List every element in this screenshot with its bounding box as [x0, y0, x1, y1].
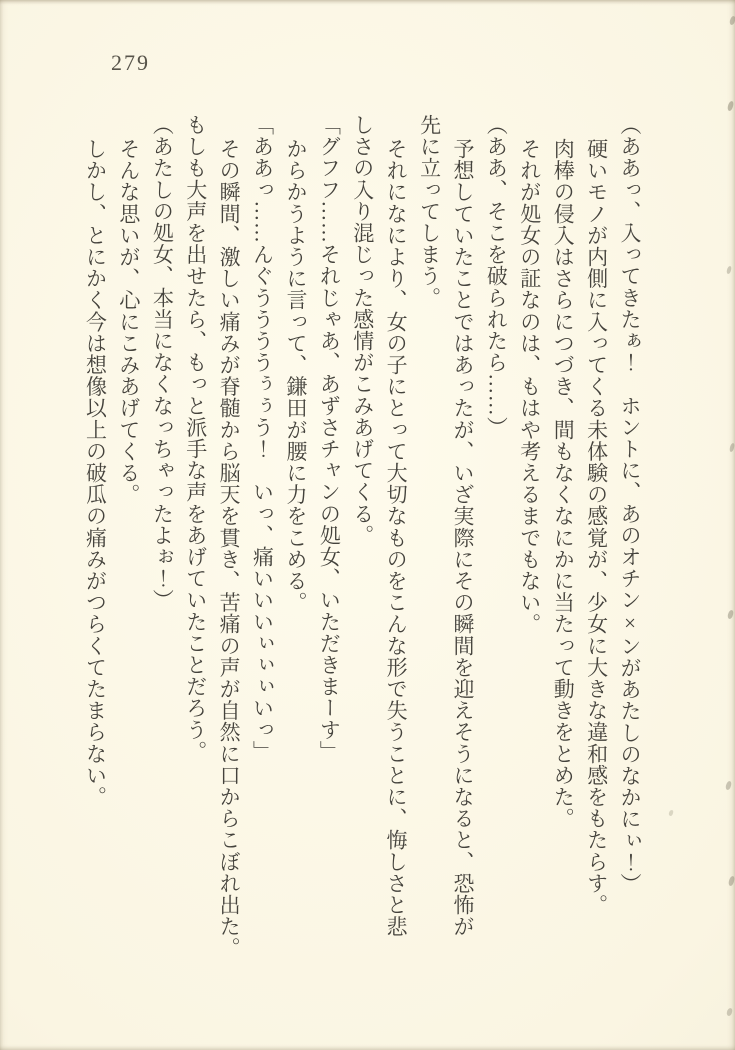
page-number: 279: [111, 50, 150, 75]
text-line: もしも大声を出せたら、もっと派手な声をあげていたことだろう。: [183, 114, 208, 762]
vertical-text-block: [77, 114, 646, 980]
text-line: からかうように言って、鎌田が腰に力をこめる。: [283, 138, 308, 614]
text-line: 硬いモノが内側に入ってくる未体験の感覚が、少女に大きな違和感をもたらす。: [584, 138, 609, 916]
scan-artifact: [668, 810, 673, 817]
scan-artifact: [726, 266, 732, 275]
scan-artifact: [726, 1008, 733, 1017]
text-line: 肉棒の侵入はさらにつづき、間もなくなにかに当たって動きをとめた。: [551, 138, 576, 830]
text-line: 「グフフ……それじゃあ、あずさチャンの処女、いただきまーす」: [317, 114, 342, 762]
scan-artifact: [729, 443, 735, 453]
text-line: しさの入り混じった感情がこみあげてくる。: [350, 114, 375, 546]
text-line: それになにより、女の子にとって大切なものをこんな形で失うことに、悔しさと悲: [384, 138, 409, 938]
text-line: （ああっ、入ってきたぁ！ ホントに、あのオチン×ンがあたしのなかにぃ！）: [618, 114, 642, 895]
text-line: 予想していたことではあったが、いざ実際にその瞬間を迎えそうになると、恐怖が: [450, 138, 475, 938]
scan-artifact: [725, 781, 732, 791]
text-line: そんな思いが、心にこみあげてくる。: [116, 138, 141, 506]
text-line: それが処女の証なのは、もはや考えるまでもない。: [517, 138, 542, 635]
text-line: しかし、とにかく今は想像以上の破瓜の痛みがつらくてたまらない。: [83, 138, 108, 808]
scan-artifact: [727, 101, 734, 112]
text-line: その瞬間、激しい痛みが脊髄から脳天を貫き、苦痛の声が自然に口からこぼれ出た。: [217, 138, 242, 959]
scan-artifact: [728, 876, 735, 887]
scan-artifact: [727, 610, 734, 620]
text-line: 先に立ってしまう。: [417, 114, 442, 309]
text-line: （あたしの処女、本当になくなっちゃったよぉ！）: [150, 114, 175, 611]
text-line: （ああ、そこを破られたら……）: [484, 114, 509, 438]
text-line: 「ああっ……んぐううううぅぅう！ いっ、痛いいいぃぃぃいっ」: [250, 114, 275, 762]
scan-artifact: [729, 16, 735, 26]
